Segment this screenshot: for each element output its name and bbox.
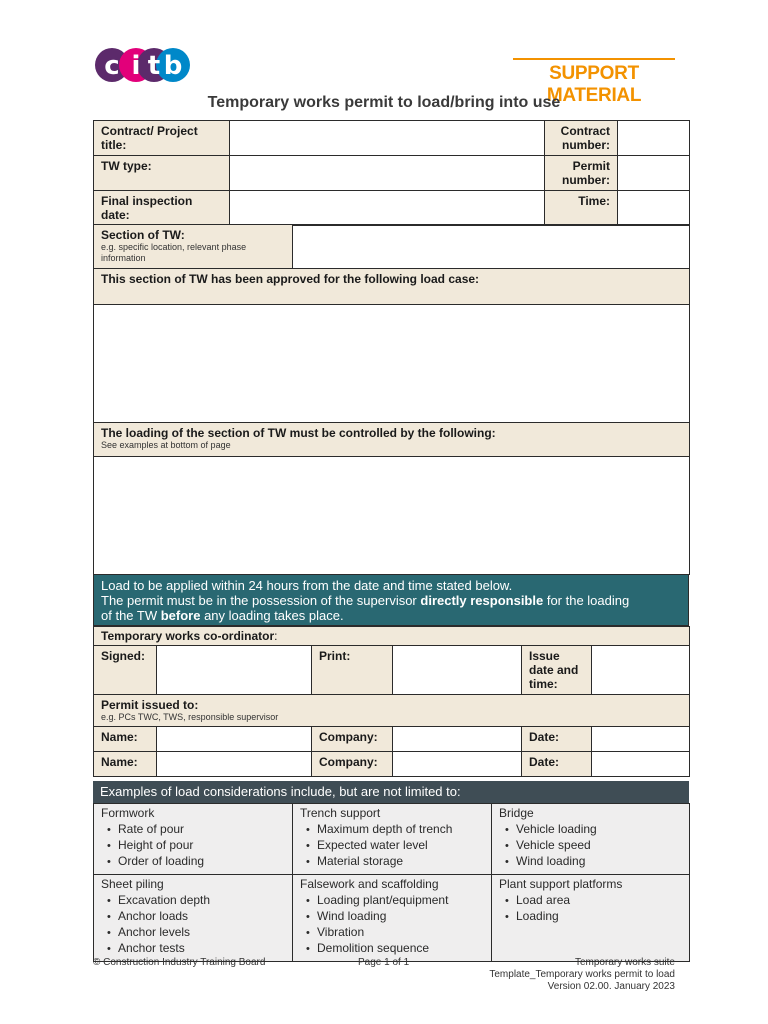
date-label-1: Date: [522,727,592,752]
section-of-tw-field[interactable] [293,225,690,269]
example-item: • Loading plant/equipment [306,893,484,909]
footer-copyright: © Construction Industry Training Board [93,957,266,968]
notice-line-2 [101,593,681,608]
notice-line-3-text: of the TW [101,608,161,623]
example-list [101,893,285,957]
footer-page-number: Page 1 of 1 [358,957,410,968]
footer-suite: Temporary works suite [574,957,675,968]
contract-project-title-label: Contract/ Project title: [94,121,230,156]
example-item: • Anchor levels [107,925,285,941]
page-title: Temporary works permit to load/bring into use [207,94,561,111]
footer-template: Template_Temporary works permit to load [489,969,675,980]
example-list [499,822,682,870]
signed-field[interactable] [157,646,312,695]
tw-type-field[interactable] [230,156,545,191]
date-label-2: Date: [522,752,592,777]
loading-notice [93,574,689,626]
section-of-tw-cell [94,225,293,269]
footer-document-info [489,957,675,993]
example-item: • Vibration [306,925,484,941]
example-item: • Anchor tests [107,941,285,957]
example-item: • Anchor loads [107,909,285,925]
example-list [101,822,285,870]
example-title: Trench support [300,806,381,820]
example-bridge [492,804,690,875]
coordinator-colon: : [274,629,278,643]
controlled-by-field[interactable] [94,457,690,575]
example-title: Falsework and scaffolding [300,877,439,891]
section-of-tw-table [93,224,690,575]
time-field[interactable] [618,191,690,226]
company-label-2: Company: [312,752,393,777]
example-title: Sheet piling [101,877,164,891]
name-label-2: Name: [94,752,157,777]
controlled-by-hint: See examples at bottom of page [101,440,231,450]
name-field-2[interactable] [157,752,312,777]
section-of-tw-hint: e.g. specific location, relevant phase information [101,242,247,263]
support-material-label: SUPPORT MATERIAL [513,58,675,107]
approved-load-case-label: This section of TW has been approved for the following load case: [94,269,690,305]
notice-line-3 [101,608,681,623]
examples-heading: Examples of load considerations include, but are not limited to: [93,781,689,803]
coordinator-label-cell [94,627,690,646]
company-field-1[interactable] [393,727,522,752]
company-label-1: Company: [312,727,393,752]
date-field-2[interactable] [592,752,690,777]
contract-details-table [93,120,690,226]
example-title: Formwork [101,806,155,820]
print-label: Print: [312,646,393,695]
example-formwork [94,804,293,875]
example-item: • Excavation depth [107,893,285,909]
name-label-1: Name: [94,727,157,752]
svg-text:c: c [104,51,120,81]
controlled-by-cell [94,423,690,457]
tw-type-label: TW type: [94,156,230,191]
permit-number-field[interactable] [618,156,690,191]
example-title: Bridge [499,806,534,820]
example-item: • Rate of pour [107,822,285,838]
final-inspection-date-label: Final inspection date: [94,191,230,226]
svg-text:i: i [131,51,141,81]
permit-issued-to-label: Permit issued to: [101,698,199,712]
contract-number-field[interactable] [618,121,690,156]
permit-issued-to-hint: e.g. PCs TWC, TWS, responsible supervisor [101,712,279,722]
controlled-by-label: The loading of the section of TW must be controlled by the following: [101,426,496,440]
example-item: • Load area [505,893,682,909]
footer-version: Version 02.00. January 2023 [547,981,675,992]
example-list [300,822,484,870]
coordinator-label: Temporary works co-ordinator [101,629,275,643]
time-label: Time: [545,191,618,226]
example-item: • Vehicle loading [505,822,682,838]
coordinator-table [93,626,690,777]
notice-line-2-end: for the loading [543,593,630,608]
permit-issued-to-cell [94,695,690,727]
final-inspection-date-field[interactable] [230,191,545,226]
notice-line-2-text: The permit must be in the possession of the supervisor [101,593,421,608]
contract-number-label: Contract number: [545,121,618,156]
example-item: • Demolition sequence [306,941,484,957]
example-trench-support [293,804,492,875]
example-item: • Maximum depth of trench [306,822,484,838]
svg-text:b: b [163,51,183,81]
citb-logo [93,46,193,84]
example-item: • Vehicle speed [505,838,682,854]
example-item: • Material storage [306,854,484,870]
notice-directly-responsible: directly responsible [420,593,544,608]
notice-line-3-end: any loading takes place. [200,608,344,623]
issue-date-time-field[interactable] [592,646,690,695]
name-field-1[interactable] [157,727,312,752]
example-plant-support [492,875,690,962]
example-list [499,893,682,925]
approved-load-case-field[interactable] [94,305,690,423]
example-list [300,893,484,957]
example-item: • Loading [505,909,682,925]
example-title: Plant support platforms [499,877,623,891]
section-of-tw-label: Section of TW: [101,228,185,242]
permit-number-label: Permit number: [545,156,618,191]
citb-logo-mark [93,45,193,85]
issue-date-time-label: Issue date and time: [522,646,592,695]
contract-project-title-field[interactable] [230,121,545,156]
example-item: • Wind loading [306,909,484,925]
example-sheet-piling [94,875,293,962]
company-field-2[interactable] [393,752,522,777]
signed-label: Signed: [94,646,157,695]
example-item: • Wind loading [505,854,682,870]
example-item: • Expected water level [306,838,484,854]
examples-table [93,803,690,962]
example-falsework [293,875,492,962]
date-field-1[interactable] [592,727,690,752]
notice-before: before [160,608,201,623]
svg-text:t: t [147,51,161,81]
print-field[interactable] [393,646,522,695]
example-item: • Height of pour [107,838,285,854]
example-item: • Order of loading [107,854,285,870]
notice-line-1: Load to be applied within 24 hours from the date and time stated below. [101,578,513,593]
